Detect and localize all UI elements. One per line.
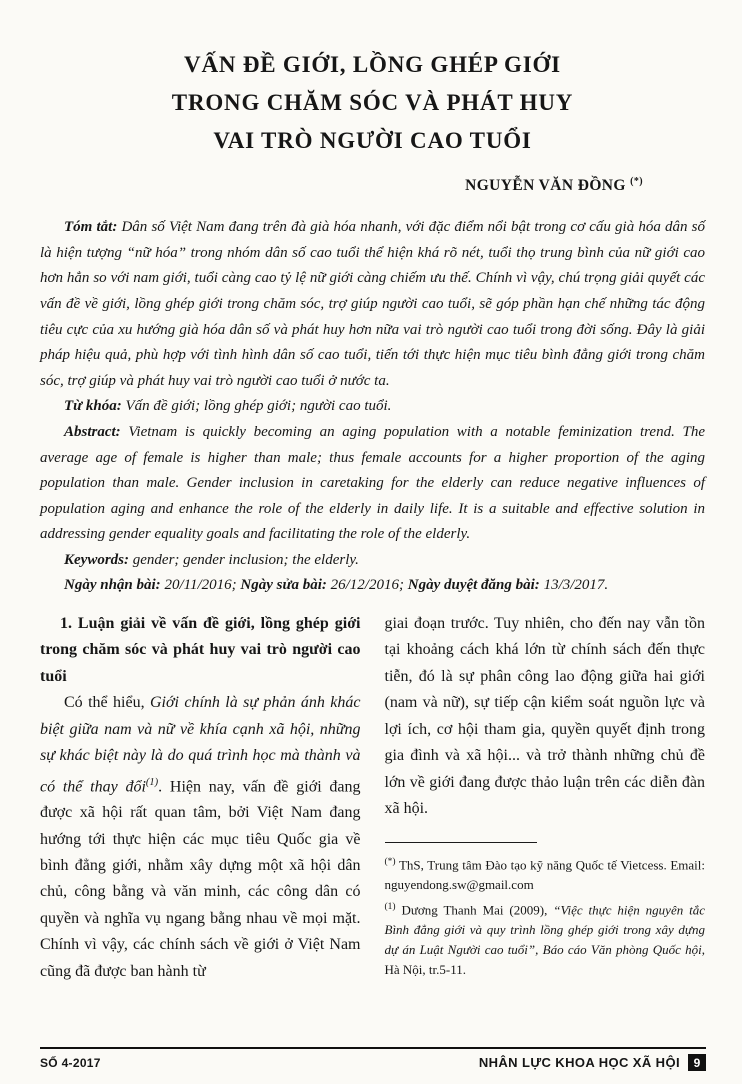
keywords-en-label: Keywords:	[64, 551, 129, 568]
body-columns	[40, 611, 705, 985]
issue-label: SỐ 4-2017	[40, 1055, 101, 1070]
author-block	[40, 176, 705, 195]
abstract-vi	[40, 215, 705, 394]
keywords-vi-label: Từ khóa:	[64, 398, 122, 415]
dates-line	[40, 573, 705, 599]
author-footnote-marker: (*)	[630, 176, 643, 187]
footnote-1-title: “Việc thực hiện nguyên tắc Bình đẳng giới và quy trình lồng ghép giới trong xây dựng dự án Luật Người cao tuổi”	[384, 902, 706, 958]
abstract-en-label: Abstract:	[64, 423, 121, 440]
footnote-ref-1: (1)	[145, 776, 159, 788]
footnote-1-tail: , Hà Nội, tr.5-11.	[384, 942, 706, 977]
footnote-separator	[385, 842, 537, 843]
author-name: NGUYỄN VĂN ĐỒNG	[465, 177, 626, 195]
accepted-label: Ngày duyệt đăng bài:	[407, 577, 540, 594]
footnote-1	[385, 898, 706, 980]
paragraph-1-rest: . Hiện nay, vấn đề giới đang được xã hội rất quan tâm, bởi Việt Nam đang hướng tới thực hiện các mục tiêu Quốc gia về bình đẳng giới, nhằm xây dựng một xã hội dân chủ, công bằng và văn minh, các công dân có quyền và nghĩa vụ ngang bằng nhau về mọi mặt. Chính vì vậy, các chính sách về giới ở Việt Nam cũng đã được ban hành từ	[40, 777, 361, 980]
keywords-en	[40, 548, 705, 574]
keywords-en-text: gender; gender inclusion; the elderly.	[132, 551, 359, 568]
footnote-author-marker: (*)	[384, 857, 396, 868]
title-line-1: VẤN ĐỀ GIỚI, LỒNG GHÉP GIỚI	[184, 52, 561, 77]
footnote-author-text: ThS, Trung tâm Đào tạo kỹ năng Quốc tế Vietcess. Email: nguyendong.sw@gmail.com	[384, 857, 705, 893]
journal-name: NHÂN LỰC KHOA HỌC XÃ HỘI	[478, 1055, 680, 1070]
section-1-heading: 1. Luận giải về vấn đề giới, lồng ghép giới trong chăm sóc và phát huy vai trò người cao tuổi	[40, 615, 361, 685]
revised-label: Ngày sửa bài:	[240, 577, 327, 594]
paragraph-1-lead: Có thể hiểu,	[64, 694, 150, 712]
page-title	[40, 46, 705, 160]
footer-right	[479, 1054, 706, 1071]
footnotes-block	[385, 842, 706, 979]
footnote-1-lead: Dương Thanh Mai (2009),	[395, 902, 554, 918]
paragraph-1-definition: Giới chính là sự phản ánh khác biệt giữa nam và nữ về khía cạnh xã hội, những sự khác biệt này là do quá trình học mà thành và có thể thay đổi	[40, 694, 361, 795]
left-column	[40, 611, 361, 985]
right-column	[385, 611, 706, 985]
title-line-3: VAI TRÒ NGƯỜI CAO TUỔI	[213, 128, 532, 153]
keywords-vi	[40, 394, 705, 420]
footnote-author	[385, 853, 706, 895]
accepted-date: 13/3/2017.	[543, 577, 609, 594]
received-date: 20/11/2016;	[164, 577, 237, 594]
footnote-1-source: , Báo cáo Văn phòng Quốc hội	[535, 942, 702, 958]
page-footer	[40, 1047, 706, 1071]
footnote-1-marker: (1)	[384, 902, 396, 913]
paragraph-1	[40, 690, 361, 985]
keywords-vi-text: Vấn đề giới; lồng ghép giới; người cao tuổi.	[125, 398, 392, 415]
paragraph-2: giai đoạn trước. Tuy nhiên, cho đến nay vẫn tồn tại khoảng cách khá lớn từ chính sách đến thực tiễn, đó là sự phân công lao động giữa hai giới (nam và nữ), sự tiếp cận kiểm soát nguồn lực và lợi ích, cơ hội tham gia, quyền quyết định trong gia đình và xã hội... và trở thành những chủ đề lớn về giới đang được thảo luận trên các diễn đàn xã hội.	[384, 615, 705, 817]
page-number: 9	[688, 1054, 706, 1071]
abstract-en-text: Vietnam is quickly becoming an aging population with a notable feminization trend. The average age of female is higher than male; thus female accounts for a higher proportion of the aging population than male. Gender inclusion in caretaking for the elderly can reduce negative influences of population aging and enhance the role of the elderly in daily life. It is a suitable and effective solution in addressing gender equality goals and facilitating the role of the elderly.	[40, 423, 706, 543]
received-label: Ngày nhận bài:	[64, 577, 161, 594]
title-line-2: TRONG CHĂM SÓC VÀ PHÁT HUY	[171, 90, 574, 115]
abstract-vi-label: Tóm tắt:	[64, 219, 118, 236]
abstract-vi-text: Dân số Việt Nam đang trên đà già hóa nhanh, với đặc điểm nổi bật trong cơ cấu già hóa dân số là hiện tượng “nữ hóa” trong nhóm dân số cao tuổi thể hiện khá rõ nét, tuổi thọ trung bình của nữ giới cao hơn hẳn so với nam giới, tuổi càng cao tỷ lệ nữ giới càng chiếm ưu thế. Chính vì vậy, chú trọng giải quyết các vấn đề về giới, lồng ghép giới trong chăm sóc, trợ giúp người cao tuổi, sẽ góp phần hạn chế những tác động tiêu cực của xu hướng già hóa dân số và phát huy hơn nữa vai trò người cao tuổi trong đời sống. Đây là giải pháp hiệu quả, phù hợp với tình hình dân số cao tuổi, tiến tới thực hiện mục tiêu bình đẳng giới trong chăm sóc, trợ giúp và phát huy vai trò người cao tuổi ở nước ta.	[40, 219, 705, 389]
revised-date: 26/12/2016;	[330, 577, 404, 594]
abstract-en	[40, 420, 705, 548]
front-matter	[40, 215, 705, 599]
